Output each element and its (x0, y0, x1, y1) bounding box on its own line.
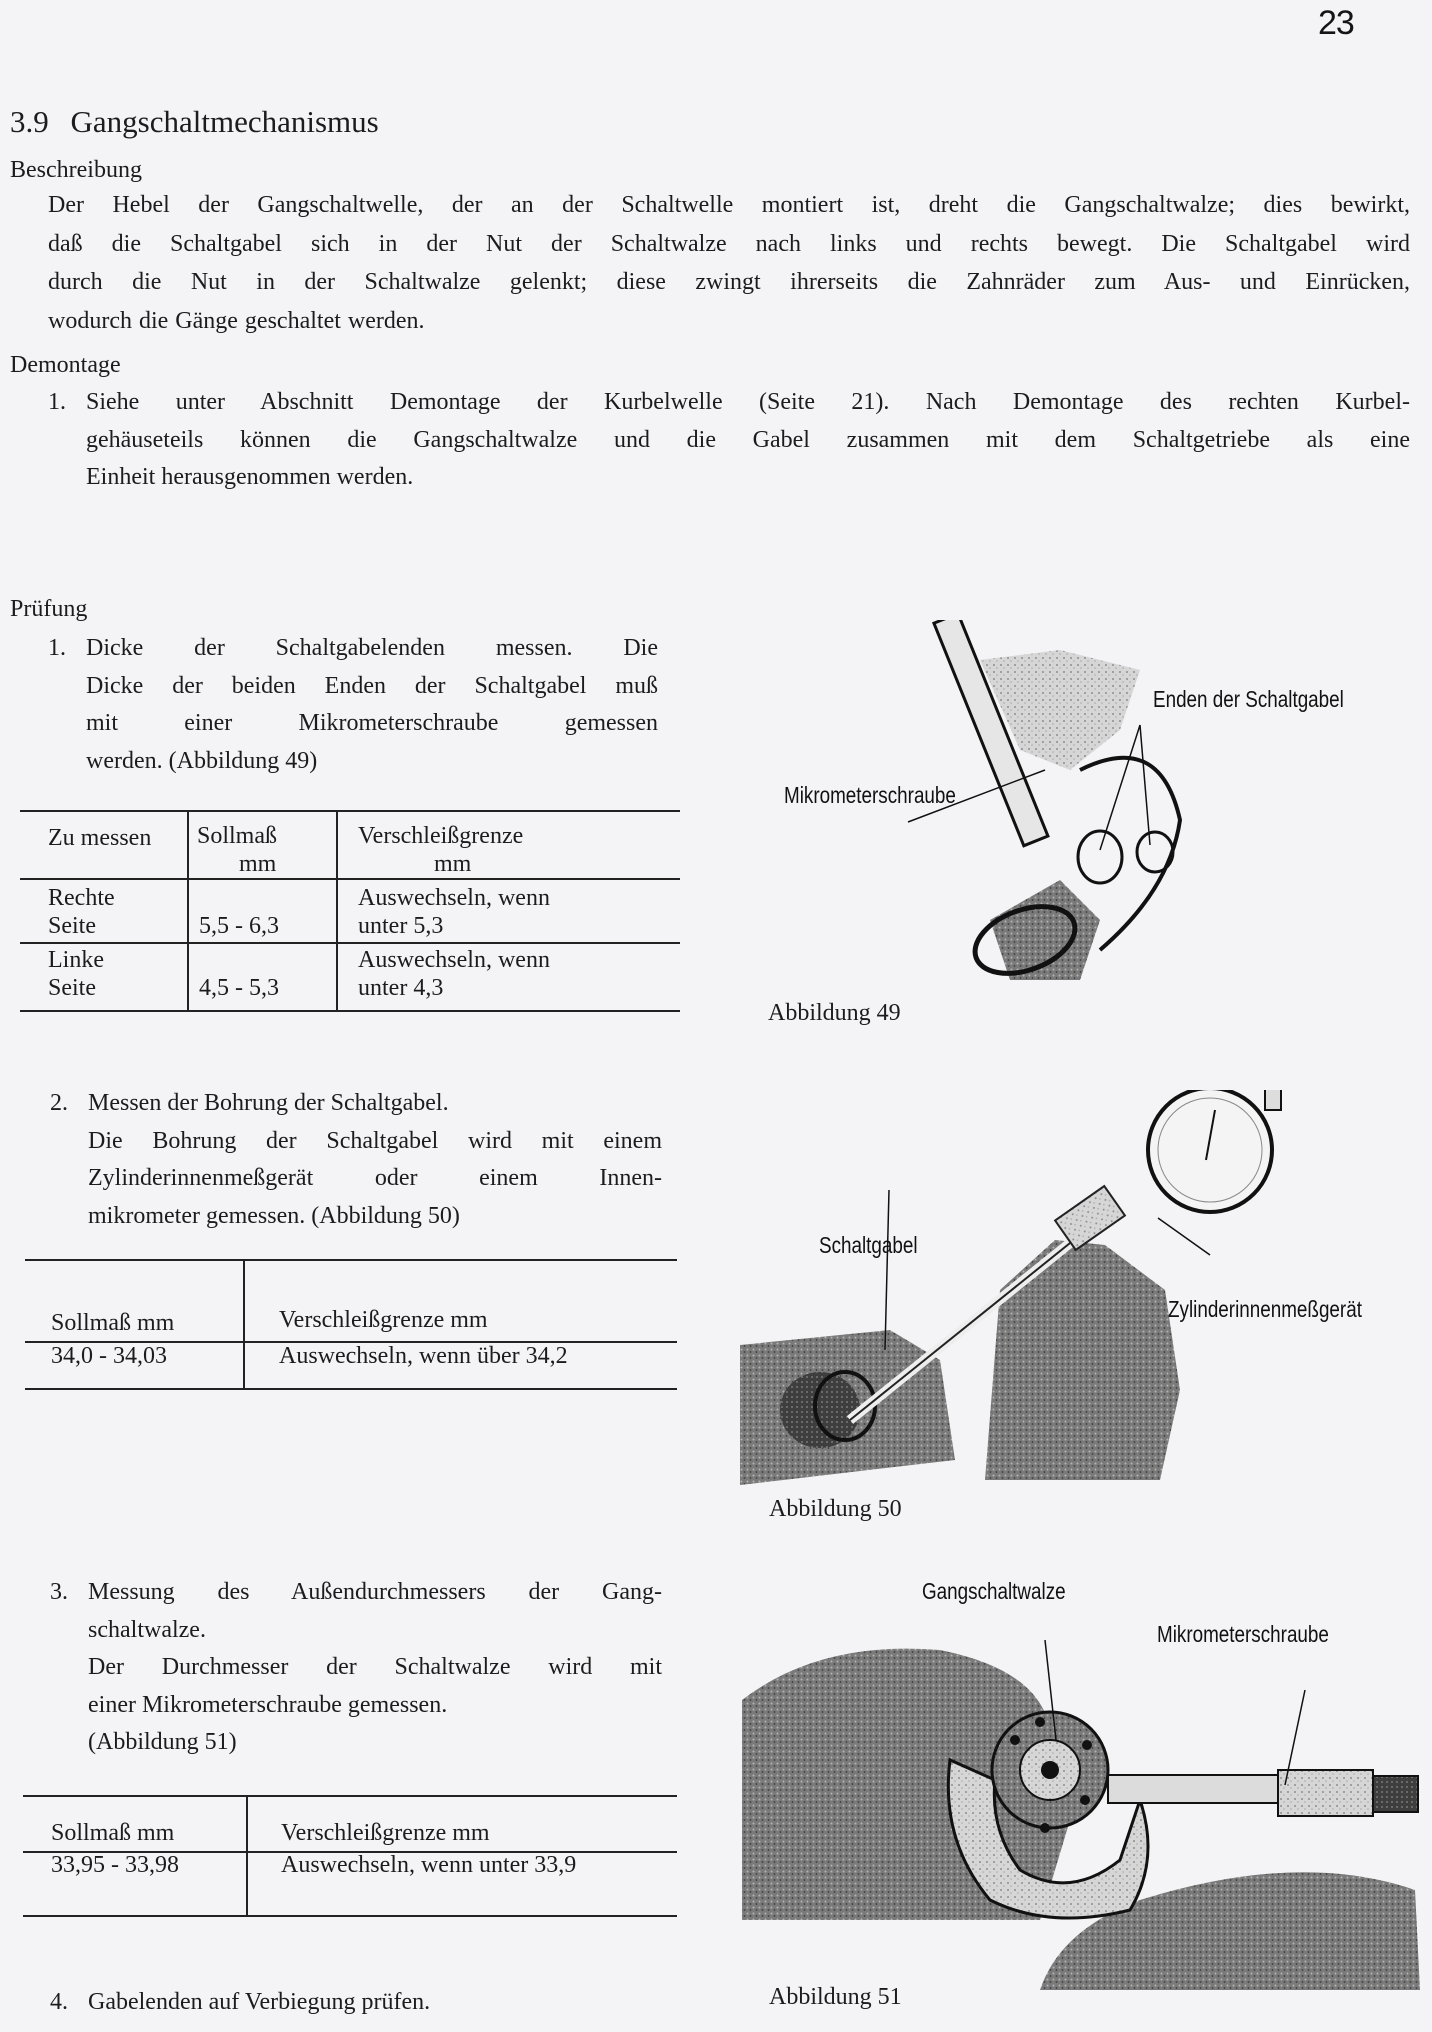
cell-text: Rechte (48, 885, 115, 911)
table-cell: 5,5 - 6,3 (188, 879, 337, 943)
table-row (20, 943, 680, 1011)
item-line: Siehe unter Abschnitt Demontage der Kurbelwelle (Seite 21). Nach Demontage des rechten Kurbel- (86, 389, 1410, 415)
figure-50-illustration (740, 1090, 1432, 1490)
page-number: 23 (1318, 4, 1354, 42)
cell-text: unter 5,3 (358, 913, 444, 939)
item-line: Zylinderinnenmeßgerät oder einem Innen- (88, 1165, 662, 1191)
item-line: Einheit herausgenommen werden. (86, 464, 414, 490)
item-line: werden. (Abbildung 49) (86, 747, 318, 774)
cell-text: unter 4,3 (358, 975, 444, 1001)
micrometer-spindle (1108, 1775, 1278, 1803)
header-grenze: Verschleißgrenze (358, 823, 524, 849)
table-cell (337, 879, 680, 943)
micrometer-thimble (1278, 1770, 1373, 1816)
table-header-row (20, 811, 680, 879)
table-column-divider (243, 1259, 245, 1389)
figure-50-label-zylinder: Zylinderinnenmeßgerät (1168, 1296, 1362, 1322)
item-line: einer Mikrometerschraube gemessen. (88, 1691, 448, 1718)
drum-hole (1040, 1823, 1050, 1833)
drum-hole (1080, 1795, 1090, 1805)
pruefung-item-2 (50, 1085, 662, 1235)
figure-49-caption: Abbildung 49 (768, 1000, 901, 1026)
paragraph-line: wodurch die Gänge geschaltet werden. (48, 307, 425, 334)
figure-49-label-enden: Enden der Schaltgabel (1153, 686, 1344, 712)
pruefung-item-3 (50, 1574, 662, 1764)
leader-line (1158, 1218, 1210, 1255)
cell-text: Auswechseln, wenn (358, 885, 550, 911)
micrometer-ratchet (1373, 1776, 1418, 1812)
item-line: mit einer Mikrometerschraube gemessen (86, 710, 658, 736)
table-cell-sollmass: 34,0 - 34,03 (51, 1343, 167, 1369)
table-cell-grenze: Auswechseln, wenn über 34,2 (279, 1343, 568, 1369)
dial-gauge (1148, 1090, 1272, 1212)
table-header-sollmass: Sollmaß mm (51, 1820, 175, 1846)
section-number: 3.9 (10, 104, 49, 139)
bore-shadow (780, 1372, 860, 1448)
table-header-cell (188, 811, 337, 879)
item-line: gehäuseteils können die Gangschaltwalze und die Gabel zusammen mit dem Schaltgetriebe als eine (86, 426, 1410, 453)
header-grenze-unit: mm (434, 851, 472, 877)
item-number: 1. (48, 389, 66, 415)
heading-pruefung: Prüfung (10, 596, 88, 622)
figure-49-illustration (740, 620, 1432, 1000)
table-header-grenze: Verschleißgrenze mm (279, 1307, 488, 1333)
paragraph-line: daß die Schaltgabel sich in der Nut der Schaltwalze nach links und rechts bewegt. Die Schaltgabel wird (48, 230, 1410, 257)
table-cell-grenze: Auswechseln, wenn unter 33,9 (281, 1852, 577, 1878)
item-line: Gabelenden auf Verbiegung prüfen. (88, 1989, 431, 2015)
item-line: schaltwalze. (88, 1616, 206, 1643)
item-number: 3. (50, 1579, 68, 1605)
figure-51-label-mikrometer: Mikrometerschraube (1157, 1621, 1329, 1647)
item-line: Dicke der Schaltgabelenden messen. Die (86, 635, 658, 661)
table-rule-top (23, 1795, 677, 1797)
item-line: Der Durchmesser der Schaltwalze wird mit (88, 1654, 662, 1680)
leader-line (1140, 725, 1150, 845)
table-header-grenze: Verschleißgrenze mm (281, 1820, 490, 1846)
table-cell (20, 879, 188, 943)
figure-50-label-schaltgabel: Schaltgabel (819, 1232, 918, 1258)
item-number: 4. (50, 1989, 68, 2015)
item-line: mikrometer gemessen. (Abbildung 50) (88, 1202, 460, 1229)
spec-table-bohrung (25, 1259, 677, 1369)
pruefung-item-1 (48, 630, 658, 780)
item-line: Die Bohrung der Schaltgabel wird mit einem (88, 1127, 662, 1154)
item-line: Messung des Außendurchmessers der Gang- (88, 1579, 662, 1605)
table-header-cell (20, 811, 188, 879)
paragraph-line: Der Hebel der Gangschaltwelle, der an der Schaltwelle montiert ist, dreht die Gangschaltwalze; dies bewirkt, (48, 192, 1410, 218)
table-rule-bottom (23, 1915, 677, 1917)
item-line: Messen der Bohrung der Schaltgabel. (88, 1090, 449, 1116)
section-title (10, 104, 379, 140)
heading-beschreibung: Beschreibung (10, 157, 142, 183)
figure-51-illustration (740, 1600, 1432, 1990)
table-header-sollmass: Sollmaß mm (51, 1310, 175, 1336)
table-cell: 4,5 - 5,3 (188, 943, 337, 1011)
figure-49-label-mikrometer: Mikrometerschraube (784, 782, 956, 808)
leader-line (1100, 725, 1140, 850)
drum-hole (1082, 1740, 1092, 1750)
paragraph-line: durch die Nut in der Schaltwalze gelenkt; diese zwingt ihrerseits die Zahnräder zum Aus- und Einrücken, (48, 269, 1410, 295)
fork-end-circle (1078, 831, 1122, 883)
table-rule-top (25, 1259, 677, 1261)
item-number: 2. (50, 1090, 68, 1116)
leader-line (885, 1190, 889, 1350)
figure-51-caption: Abbildung 51 (769, 1984, 902, 2010)
table-cell (337, 943, 680, 1011)
pruefung-item-4 (50, 1984, 662, 2024)
table-header-cell (337, 811, 680, 879)
cell-text: Seite (48, 913, 96, 939)
fork-end-circle (1137, 832, 1173, 872)
beschreibung-paragraph (48, 186, 1410, 340)
table-row (20, 879, 680, 943)
item-number: 1. (48, 635, 66, 661)
item-line: (Abbildung 51) (88, 1729, 237, 1755)
cell-text: Seite (48, 975, 96, 1001)
table-cell (20, 943, 188, 1011)
shift-drum-center (1041, 1761, 1059, 1779)
header-sollmass: Sollmaß (197, 823, 278, 849)
cell-text: Linke (48, 947, 104, 973)
item-line: Dicke der beiden Enden der Schaltgabel muß (86, 672, 658, 699)
section-title-text: Gangschaltmechanismus (70, 104, 379, 139)
drum-hole (1010, 1735, 1020, 1745)
drum-hole (1035, 1717, 1045, 1727)
hand-right-shape (985, 1240, 1180, 1480)
figure-51-label-gangschaltwalze: Gangschaltwalze (922, 1578, 1066, 1604)
figure-50-caption: Abbildung 50 (769, 1496, 902, 1522)
heading-demontage: Demontage (10, 352, 121, 378)
table-rule-bottom (25, 1388, 677, 1390)
header-sollmass-unit: mm (239, 851, 277, 877)
spec-table-schaltwalze (23, 1795, 677, 1920)
spec-table-schaltgabelenden (20, 810, 680, 1012)
dial-stem (1265, 1090, 1281, 1110)
demontage-item-1 (48, 384, 1410, 504)
table-cell-sollmass: 33,95 - 33,98 (51, 1852, 179, 1878)
cell-text: Auswechseln, wenn (358, 947, 550, 973)
header-zu-messen: Zu messen (48, 825, 152, 851)
table-column-divider (246, 1795, 248, 1916)
